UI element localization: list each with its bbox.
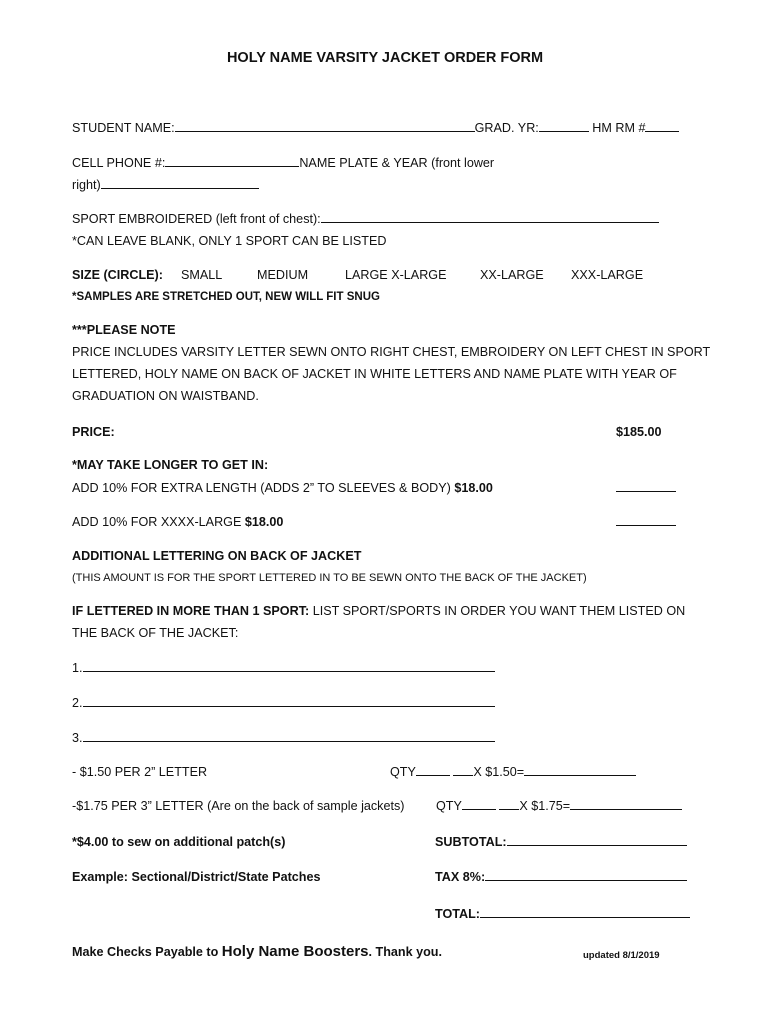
patch-sew-text: *$4.00 to sew on additional patch(s) (72, 835, 286, 849)
tax-field[interactable] (485, 880, 687, 881)
size-option-large-xlarge[interactable]: LARGE X-LARGE (345, 268, 447, 282)
price-label: PRICE: (72, 425, 115, 439)
size-option-xxlarge[interactable]: XX-LARGE (480, 268, 544, 282)
subtotal-field[interactable] (507, 845, 687, 846)
updated-date: updated 8/1/2019 (583, 950, 660, 961)
boosters-name: Holy Name Boosters (221, 943, 369, 960)
cell-phone-field[interactable] (165, 166, 299, 167)
sport-row (72, 211, 659, 227)
subtotal-row (435, 834, 687, 850)
student-name-field[interactable] (175, 131, 475, 132)
subtotal-label: SUBTOTAL: (435, 835, 507, 849)
extra-length-field-wrap (616, 480, 676, 496)
two-inch-qty-field[interactable] (416, 775, 450, 776)
hm-rm-field[interactable] (645, 131, 679, 132)
cell-phone-label: CELL PHONE #: (72, 156, 166, 170)
hm-rm-label: HM RM # (592, 121, 646, 135)
sport-list-number: 1. (72, 661, 83, 675)
student-name-row (72, 120, 679, 136)
sport-field[interactable] (321, 222, 659, 223)
size-option-medium[interactable]: MEDIUM (257, 268, 309, 282)
cell-phone-row (72, 155, 494, 171)
size-label: SIZE (CIRCLE): (72, 268, 163, 282)
multi-sport-rest: LIST SPORT/SPORTS IN ORDER YOU WANT THEM LISTED ON (309, 604, 686, 618)
please-note-heading: ***PLEASE NOTE (72, 323, 176, 337)
lettering-heading: ADDITIONAL LETTERING ON BACK OF JACKET (72, 549, 362, 563)
multi-sport-bold: IF LETTERED IN MORE THAN 1 SPORT: (72, 604, 310, 618)
extra-length-field[interactable] (616, 491, 676, 492)
sport-list-item (72, 730, 495, 746)
make-checks-line (72, 944, 442, 960)
extras-heading: *MAY TAKE LONGER TO GET IN: (72, 458, 269, 472)
extra-length-price: $18.00 (454, 481, 493, 495)
tax-label: TAX 8%: (435, 870, 486, 884)
name-plate-row (72, 177, 259, 193)
sport-list-item (72, 660, 495, 676)
lettering-note: (THIS AMOUNT IS FOR THE SPORT LETTERED IN TO BE SEWN ONTO THE BACK OF THE JACKET) (72, 572, 587, 584)
sport-note: *CAN LEAVE BLANK, ONLY 1 SPORT CAN BE LISTED (72, 234, 387, 248)
x150-label: X $1.50= (473, 765, 525, 779)
name-plate-field[interactable] (101, 188, 259, 189)
please-note-line: LETTERED, HOLY NAME ON BACK OF JACKET IN WHITE LETTERS AND NAME PLATE WITH YEAR OF (72, 367, 677, 381)
grad-year-field[interactable] (539, 131, 589, 132)
sport-label: SPORT EMBROIDERED (left front of chest): (72, 212, 321, 226)
sport-list-number: 3. (72, 731, 83, 745)
total-field[interactable] (480, 917, 690, 918)
multi-sport-cont: THE BACK OF THE JACKET: (72, 626, 239, 640)
sport-list-field-2[interactable] (83, 706, 495, 707)
qty-label: QTY (390, 765, 416, 779)
qty-label: QTY (436, 799, 462, 813)
three-inch-amount-field[interactable] (570, 809, 682, 810)
xxxx-field[interactable] (616, 525, 676, 526)
make-checks-text: Make Checks Payable to (72, 945, 222, 959)
thank-you-text: . Thank you. (368, 945, 442, 959)
x175-label: X $1.75= (519, 799, 571, 813)
patch-example-text: Example: Sectional/District/State Patches (72, 870, 321, 884)
sport-list-item (72, 695, 495, 711)
three-inch-qty-row (436, 798, 682, 814)
three-inch-qty-field-b[interactable] (499, 809, 519, 810)
two-inch-qty-row (390, 764, 636, 780)
name-plate-label-cont: right) (72, 178, 101, 192)
sport-list-field-3[interactable] (83, 741, 495, 742)
two-inch-qty-field-b[interactable] (453, 775, 473, 776)
size-option-small[interactable]: SMALL (181, 268, 223, 282)
three-inch-qty-field[interactable] (462, 809, 496, 810)
xxxx-field-wrap (616, 514, 676, 530)
xxxx-price: $18.00 (244, 515, 284, 529)
total-row (435, 906, 690, 922)
three-inch-letter: -$1.75 PER 3” LETTER (Are on the back of sample jackets) (72, 799, 405, 813)
multi-sport-row (72, 603, 685, 619)
tax-row (435, 869, 687, 885)
xxxx-text: ADD 10% FOR XXXX-LARGE (72, 515, 242, 529)
total-label: TOTAL: (435, 907, 480, 921)
price-value: $185.00 (616, 425, 662, 439)
student-name-label: STUDENT NAME: (72, 121, 175, 135)
sport-list-number: 2. (72, 696, 83, 710)
sport-list-field-1[interactable] (83, 671, 495, 672)
size-option-xxxlarge[interactable]: XXX-LARGE (571, 268, 644, 282)
size-note: *SAMPLES ARE STRETCHED OUT, NEW WILL FIT SNUG (72, 291, 380, 303)
extra-length-text: ADD 10% FOR EXTRA LENGTH (ADDS 2” TO SLEEVES & BODY) (72, 481, 451, 495)
extra-length-row (72, 480, 493, 496)
form-title: HOLY NAME VARSITY JACKET ORDER FORM (226, 50, 544, 66)
grad-year-label: GRAD. YR: (474, 121, 539, 135)
name-plate-label: NAME PLATE & YEAR (front lower (299, 156, 495, 170)
please-note-line: PRICE INCLUDES VARSITY LETTER SEWN ONTO RIGHT CHEST, EMBROIDERY ON LEFT CHEST IN SPORT (72, 345, 711, 359)
xxxx-row (72, 514, 283, 530)
two-inch-letter: - $1.50 PER 2” LETTER (72, 765, 208, 779)
two-inch-amount-field[interactable] (524, 775, 636, 776)
please-note-line: GRADUATION ON WAISTBAND. (72, 389, 259, 403)
